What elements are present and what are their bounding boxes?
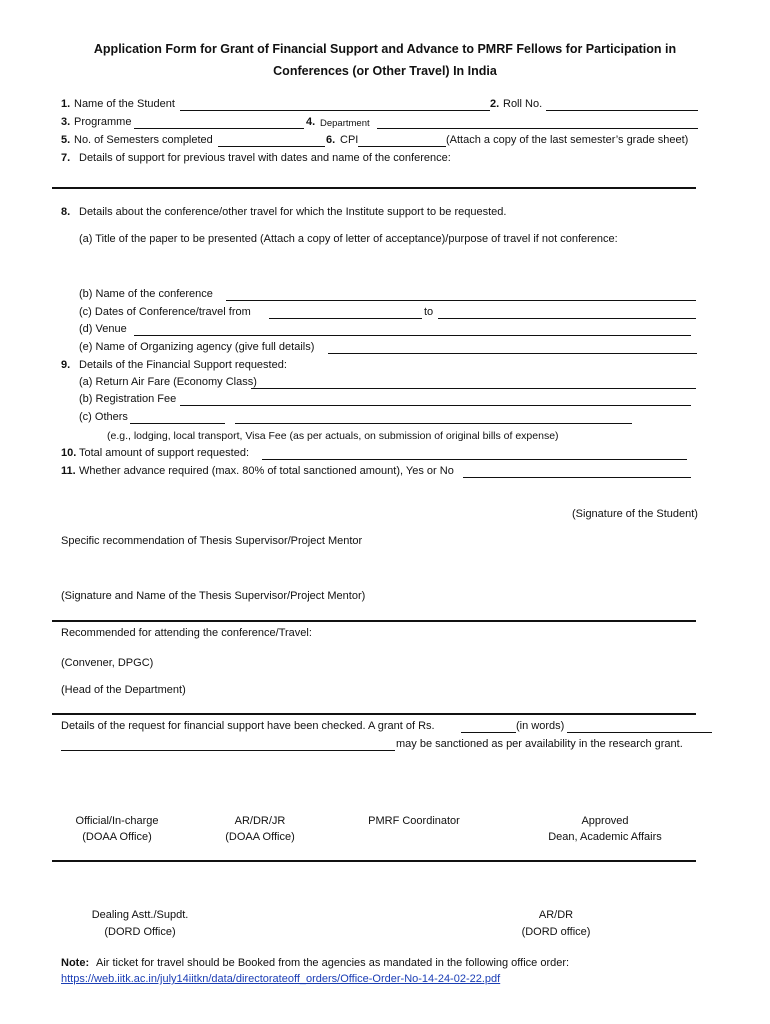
form-title-line-2: Conferences (or Other Travel) In India [273, 64, 497, 78]
pmrf-coordinator-label: PMRF Coordinator [368, 815, 460, 827]
advance-required-label: Whether advance required (max. 80% of total sanctioned amount), Yes or No [79, 465, 454, 477]
cpi-label: CPI [340, 134, 359, 146]
conference-name-field[interactable] [226, 300, 696, 301]
registration-fee-field[interactable] [180, 405, 691, 406]
field-3-number: 3. [61, 116, 71, 128]
previous-travel-field[interactable] [52, 187, 696, 189]
student-signature-label: (Signature of the Student) [572, 508, 698, 520]
student-name-field[interactable] [180, 110, 490, 111]
office-order-link[interactable]: https://web.iitk.ac.in/july14iitkn/data/directorateoff_orders/Office-Order-No-14-24-02-22.pdf [61, 973, 501, 985]
supervisor-recommendation-label: Specific recommendation of Thesis Supervisor/Project Mentor [61, 535, 363, 547]
section-9-number: 9. [61, 359, 71, 371]
grant-amount-field[interactable] [461, 732, 516, 733]
official-in-charge-office: (DOAA Office) [82, 831, 152, 843]
venue-field[interactable] [134, 335, 691, 336]
field-4-number: 4. [306, 116, 316, 128]
semesters-completed-label: No. of Semesters completed [74, 134, 213, 146]
air-fare-label: (a) Return Air Fare (Economy Class) [79, 376, 257, 388]
dean-academic-affairs-label: Dean, Academic Affairs [548, 831, 662, 843]
total-amount-label: Total amount of support requested: [79, 447, 249, 459]
convener-dpgc-label: (Convener, DPGC) [61, 657, 154, 669]
registration-fee-label: (b) Registration Fee [79, 393, 177, 405]
travel-dates-label: (c) Dates of Conference/travel from [79, 306, 251, 318]
department-field[interactable] [377, 128, 698, 129]
previous-travel-label: Details of support for previous travel with dates and name of the conference: [79, 152, 451, 164]
roll-no-label: Roll No. [503, 98, 543, 110]
organizing-agency-label: (e) Name of Organizing agency (give full details) [79, 341, 315, 353]
conference-name-label: (b) Name of the conference [79, 288, 213, 300]
programme-label: Programme [74, 116, 132, 128]
grant-in-words-field-continued[interactable] [61, 750, 395, 751]
cpi-attachment-note: (Attach a copy of the last semester’s grade sheet) [446, 134, 689, 146]
divider [52, 713, 696, 715]
travel-dates-to-label: to [424, 306, 434, 318]
others-example-note: (e.g., lodging, local transport, Visa Fee (as per actuals, on submission of original bills of expense) [107, 430, 559, 442]
others-label: (c) Others [79, 411, 128, 423]
note-text: Air ticket for travel should be Booked from the agencies as mandated in the following office order: [96, 957, 570, 969]
note-label: Note: [61, 957, 90, 969]
supervisor-signature-label: (Signature and Name of the Thesis Supervisor/Project Mentor) [61, 590, 366, 602]
section-8-heading: Details about the conference/other travel for which the Institute support to be requested. [79, 206, 507, 218]
total-amount-field[interactable] [262, 459, 687, 460]
field-1-number: 1. [61, 98, 71, 110]
ar-dr-jr-office: (DOAA Office) [225, 831, 295, 843]
field-11-number: 11. [61, 465, 76, 477]
field-7-number: 7. [61, 152, 71, 164]
section-8-number: 8. [61, 206, 71, 218]
head-of-department-label: (Head of the Department) [61, 684, 186, 696]
department-label: Department [320, 118, 370, 129]
ar-dr-dord-label: AR/DR [538, 909, 574, 921]
grant-sanction-text: may be sanctioned as per availability in the research grant. [396, 738, 683, 750]
travel-date-from-field[interactable] [269, 318, 422, 319]
organizing-agency-field[interactable] [328, 353, 697, 354]
grant-in-words-field[interactable] [567, 732, 712, 733]
field-5-number: 5. [61, 134, 71, 146]
air-fare-field[interactable] [251, 388, 696, 389]
roll-no-field[interactable] [546, 110, 698, 111]
semesters-completed-field[interactable] [218, 146, 325, 147]
divider [52, 620, 696, 622]
cpi-field[interactable] [358, 146, 446, 147]
grant-in-words-label: (in words) [516, 720, 565, 732]
official-in-charge-label: Official/In-charge [75, 815, 159, 827]
advance-required-field[interactable] [463, 477, 691, 478]
approved-label: Approved [581, 815, 629, 827]
dealing-assistant-office: (DORD Office) [104, 926, 176, 938]
ar-dr-dord-office: (DORD office) [521, 926, 591, 938]
divider [52, 860, 696, 862]
grant-checked-text: Details of the request for financial support have been checked. A grant of Rs. [61, 720, 435, 732]
paper-title-label: (a) Title of the paper to be presented (Attach a copy of letter of acceptance)/purpose of travel if not conference: [79, 233, 618, 245]
ar-dr-jr-label: AR/DR/JR [234, 815, 286, 827]
student-name-label: Name of the Student [74, 98, 175, 110]
section-9-heading: Details of the Financial Support requested: [79, 359, 287, 371]
venue-label: (d) Venue [79, 323, 127, 335]
field-6-number: 6. [326, 134, 336, 146]
form-title-line-1: Application Form for Grant of Financial Support and Advance to PMRF Fellows for Participation in [93, 42, 677, 56]
others-amount-field[interactable] [235, 423, 632, 424]
field-10-number: 10. [61, 447, 77, 459]
others-type-field[interactable] [130, 423, 225, 424]
travel-date-to-field[interactable] [438, 318, 696, 319]
field-2-number: 2. [490, 98, 500, 110]
programme-field[interactable] [134, 128, 304, 129]
dealing-assistant-label: Dealing Astt./Supdt. [91, 909, 189, 921]
recommended-label: Recommended for attending the conference/Travel: [61, 627, 312, 639]
